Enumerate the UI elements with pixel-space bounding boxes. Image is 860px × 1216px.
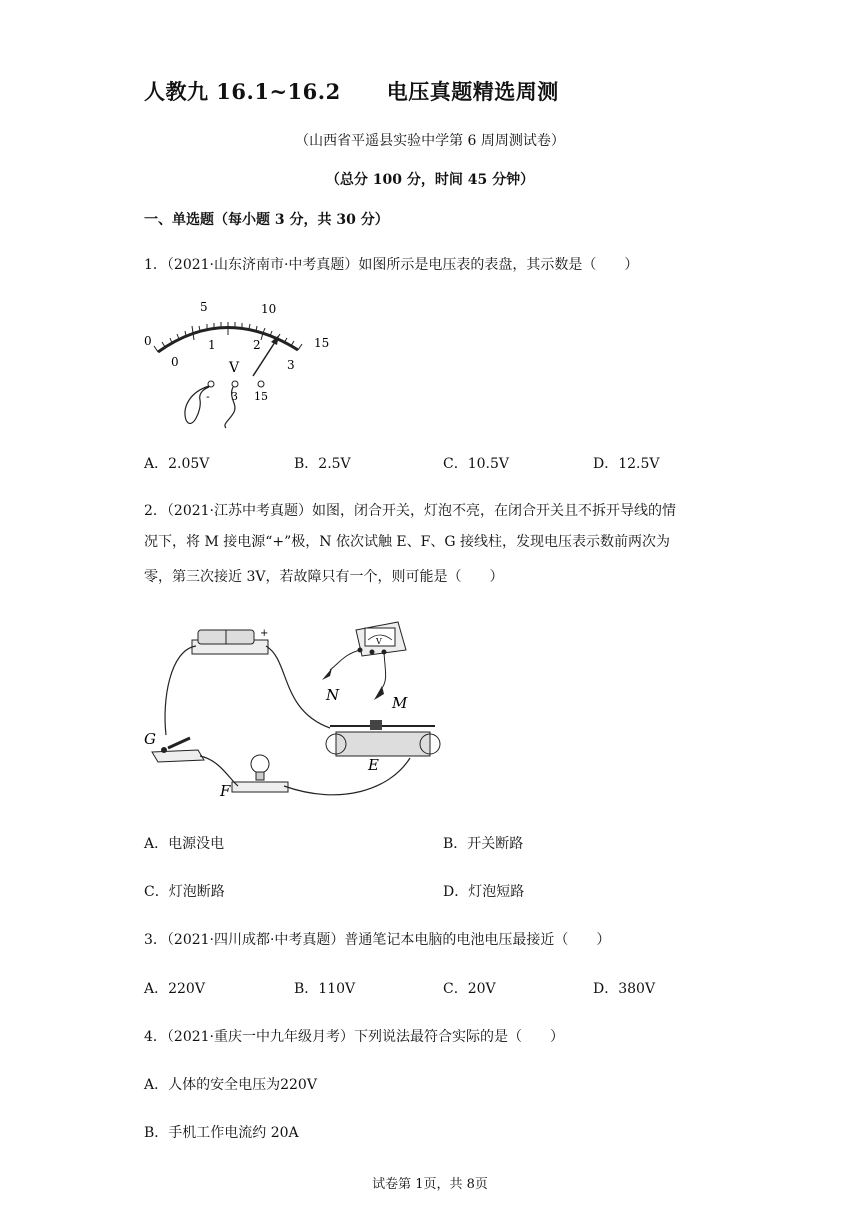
lower-scale-2: 2 <box>253 338 261 352</box>
label-e: E <box>368 756 379 774</box>
question-3-option-c[interactable]: C．20V <box>443 981 496 997</box>
wire-battery-rheostat <box>266 646 330 728</box>
label-g: G <box>144 730 156 748</box>
terminal-negative: - <box>206 390 210 403</box>
title-part1: 人教九 16.1~16.2 <box>144 79 341 104</box>
question-1-option-d[interactable]: D．12.5V <box>593 456 660 472</box>
question-3-stem: 3．（2021·四川成都·中考真题）普通笔记本电脑的电池电压最接近（ ） <box>144 932 611 948</box>
label-f: F <box>220 782 231 800</box>
section-heading: 一、单选题（每小题 3 分，共 30 分） <box>144 212 389 228</box>
battery-icon <box>192 628 268 654</box>
bulb-icon <box>232 755 288 792</box>
circuit-figure <box>140 610 450 805</box>
question-2-stem-line3: 零，第三次接近 3V，若故障只有一个，则可能是（ ） <box>144 569 504 585</box>
exam-source: （山西省平遥县实验中学第 6 周周测试卷） <box>295 133 565 149</box>
lower-scale-1: 1 <box>208 338 216 352</box>
probe-lead-m <box>382 652 386 688</box>
question-2-option-c[interactable]: C．灯泡断路 <box>144 884 225 900</box>
question-2-stem-line1: 2．（2021·江苏中考真题）如图，闭合开关，灯泡不亮，在闭合开关且不拆开导线的情 <box>144 503 676 519</box>
wire-battery-switch <box>165 646 196 735</box>
question-4-option-a[interactable]: A．人体的安全电压为220V <box>144 1077 317 1093</box>
lower-scale-0: 0 <box>171 355 179 369</box>
upper-scale-15: 15 <box>314 336 330 350</box>
question-2-stem-line2: 况下，将 M 接电源“+”极，N 依次试触 E、F、G 接线柱，发现电压表示数前两次为 <box>144 534 670 550</box>
rheostat-icon <box>326 720 440 756</box>
question-4-stem: 4．（2021·重庆一中九年级月考）下列说法最符合实际的是（ ） <box>144 1029 564 1045</box>
lower-scale-3: 3 <box>287 358 295 372</box>
svg-text:+: + <box>260 628 269 639</box>
upper-scale-0: 0 <box>144 334 152 348</box>
dial-unit: V <box>229 360 240 376</box>
upper-scale-10: 10 <box>261 302 277 316</box>
question-1-option-c[interactable]: C．10.5V <box>443 456 509 472</box>
question-4-option-b[interactable]: B．手机工作电流约 20A <box>144 1125 299 1141</box>
question-3-option-a[interactable]: A．220V <box>144 981 205 997</box>
voltmeter-unit: V <box>376 637 382 646</box>
title-part2: 电压真题精选周测 <box>386 79 559 104</box>
probe-m-clip <box>374 686 384 700</box>
page-footer: 试卷第 1页，共 8页 <box>372 1177 488 1192</box>
question-2-option-d[interactable]: D．灯泡短路 <box>443 884 525 900</box>
question-2-option-a[interactable]: A．电源没电 <box>144 836 225 852</box>
label-m: M <box>392 694 408 712</box>
voltmeter-dial-figure <box>140 292 340 432</box>
wire-bulb-rheostat <box>284 758 410 795</box>
question-3-option-b[interactable]: B．110V <box>294 981 356 997</box>
question-3-option-d[interactable]: D．380V <box>593 981 656 997</box>
page-title <box>144 76 559 106</box>
question-1-option-a[interactable]: A．2.05V <box>144 456 210 472</box>
probe-lead-n <box>330 650 360 670</box>
label-n: N <box>326 686 340 704</box>
score-time: （总分 100 分，时间 45 分钟） <box>325 172 535 188</box>
question-1-stem: 1．（2021·山东济南市·中考真题）如图所示是电压表的表盘，其示数是（ ） <box>144 257 639 273</box>
question-2-option-b[interactable]: B．开关断路 <box>443 836 524 852</box>
question-1-option-b[interactable]: B．2.5V <box>294 456 351 472</box>
terminal-15: 15 <box>254 390 268 403</box>
dial-ticks <box>154 322 302 352</box>
switch-icon <box>152 738 204 762</box>
upper-scale-5: 5 <box>200 300 208 314</box>
terminal-3: 3 <box>231 390 238 403</box>
voltmeter-icon <box>356 622 406 656</box>
